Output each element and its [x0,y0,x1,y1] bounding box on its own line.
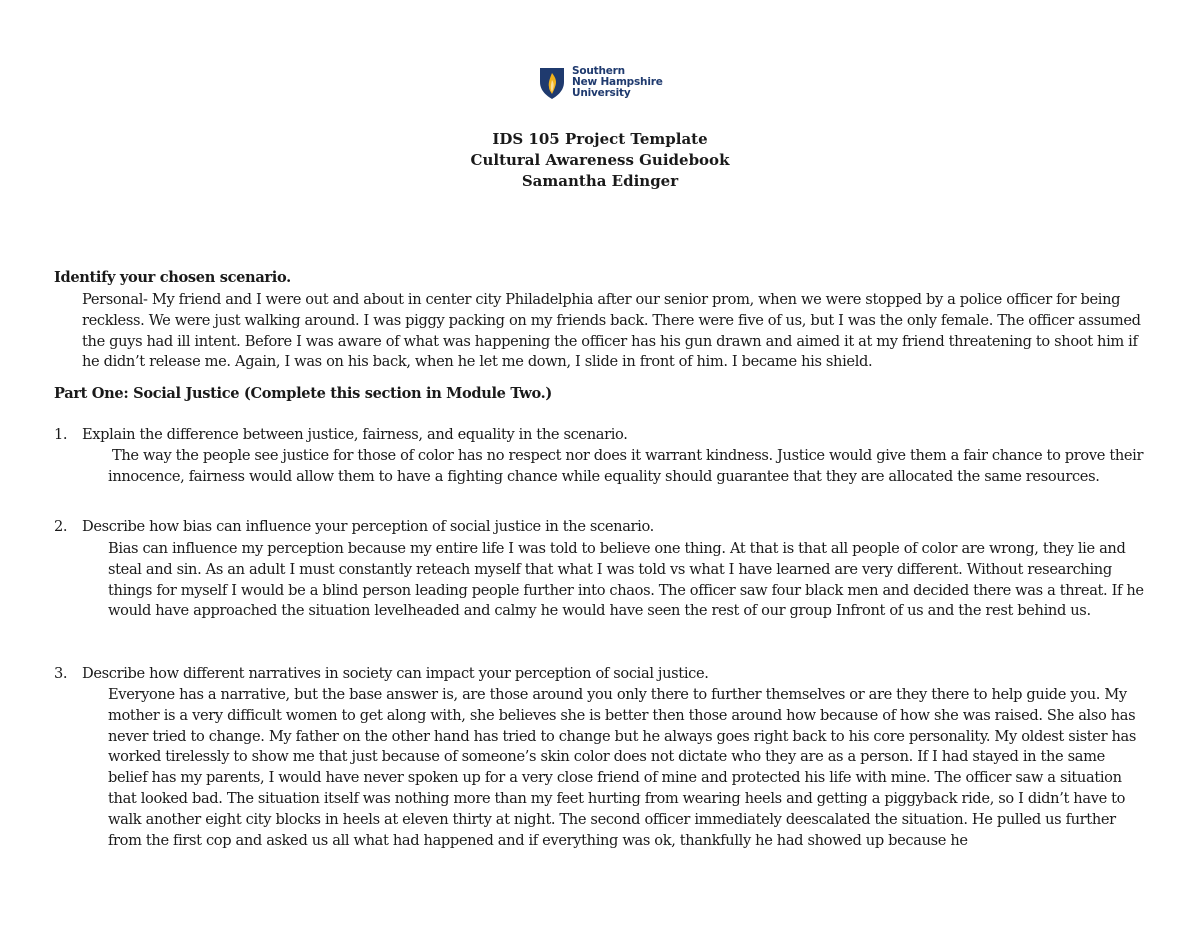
scenario-text: Personal- My friend and I were out and about in center city Philadelphia after our senior prom, when we were stopped by a police officer for being reckless. We were just walking around. I was piggy packing on my friends back. There were five of us, but I was the only female. The officer assumed the guys had ill intent. Before I was aware of what was happening the officer has his gun drawn and aimed it at my friend threatening to shoot him if he didn’t release me. Again, I was on his back, when he let me down, I slide in front of him. I became his shield. [82,291,1141,371]
scenario-label: Identify your chosen scenario. [54,269,291,286]
question-number: 3. [54,665,68,682]
answer-2: Bias can influence my perception because my entire life I was told to believe one thing. At that is that all people of color are wrong, they lie and steal and sin. As an adult I must constantly reteach myself that what I was told vs what I have learned are very different. Without researching things for myself I would be a blind person leading people further into chaos. The officer saw four black men and decided there was a threat. If he would have approached the situation levelheaded and calmy he would have seen the rest of our group Infront of us and the rest behind us. [108,540,1144,620]
shield-flame-icon [538,66,566,100]
logo-wordmark [572,66,663,99]
part-one-heading: Part One: Social Justice (Complete this section in Module Two.) [54,385,552,402]
question-number: 1. [54,426,68,443]
answer-3: Everyone has a narrative, but the base answer is, are those around you only there to further themselves or are they there to help guide you. My mother is a very difficult women to get along with, she believes she is better then those around how because of how she was raised. She also has never tried to change. My father on the other hand has tried to change but he always goes right back to his core personality. My oldest sister has worked tirelessly to show me that just because of someone’s skin color does not dictate who they are as a person. If I had stayed in the same belief has my parents, I would have never spoken up for a very close friend of mine and protected his life with mine. The officer saw a situation that looked bad. The situation itself was nothing more than my feet hurting from wearing heels and getting a piggyback ride, so I didn’t have to walk another eight city blocks in heels at eleven thirty at night. The second officer immediately deescalated the situation. He pulled us further from the first cop and asked us all what had happened and if everything was ok, thankfully he had showed up because he [108,686,1137,849]
author-name: Samantha Edinger [521,172,679,190]
answer-1: The way the people see justice for those of color has no respect nor does it warrant kindness. Justice would give them a fair chance to prove their innocence, fairness would allow them to have a fighting chance while equality should guarantee that they are allocated the same resources. [108,447,1144,485]
guidebook-title: Cultural Awareness Guidebook [470,151,730,169]
question-prompt: Describe how different narratives in society can impact your perception of social justice. [82,665,709,682]
question-prompt: Explain the difference between justice, fairness, and equality in the scenario. [82,426,628,443]
snhu-logo [538,66,663,100]
logo-line-1: Southern [572,65,625,77]
document-header [0,129,1200,192]
logo-line-3: University [572,87,631,99]
logo-line-2: New Hampshire [572,76,663,88]
question-prompt: Describe how bias can influence your perception of social justice in the scenario. [82,518,654,535]
question-number: 2. [54,518,68,535]
course-title: IDS 105 Project Template [492,130,708,148]
